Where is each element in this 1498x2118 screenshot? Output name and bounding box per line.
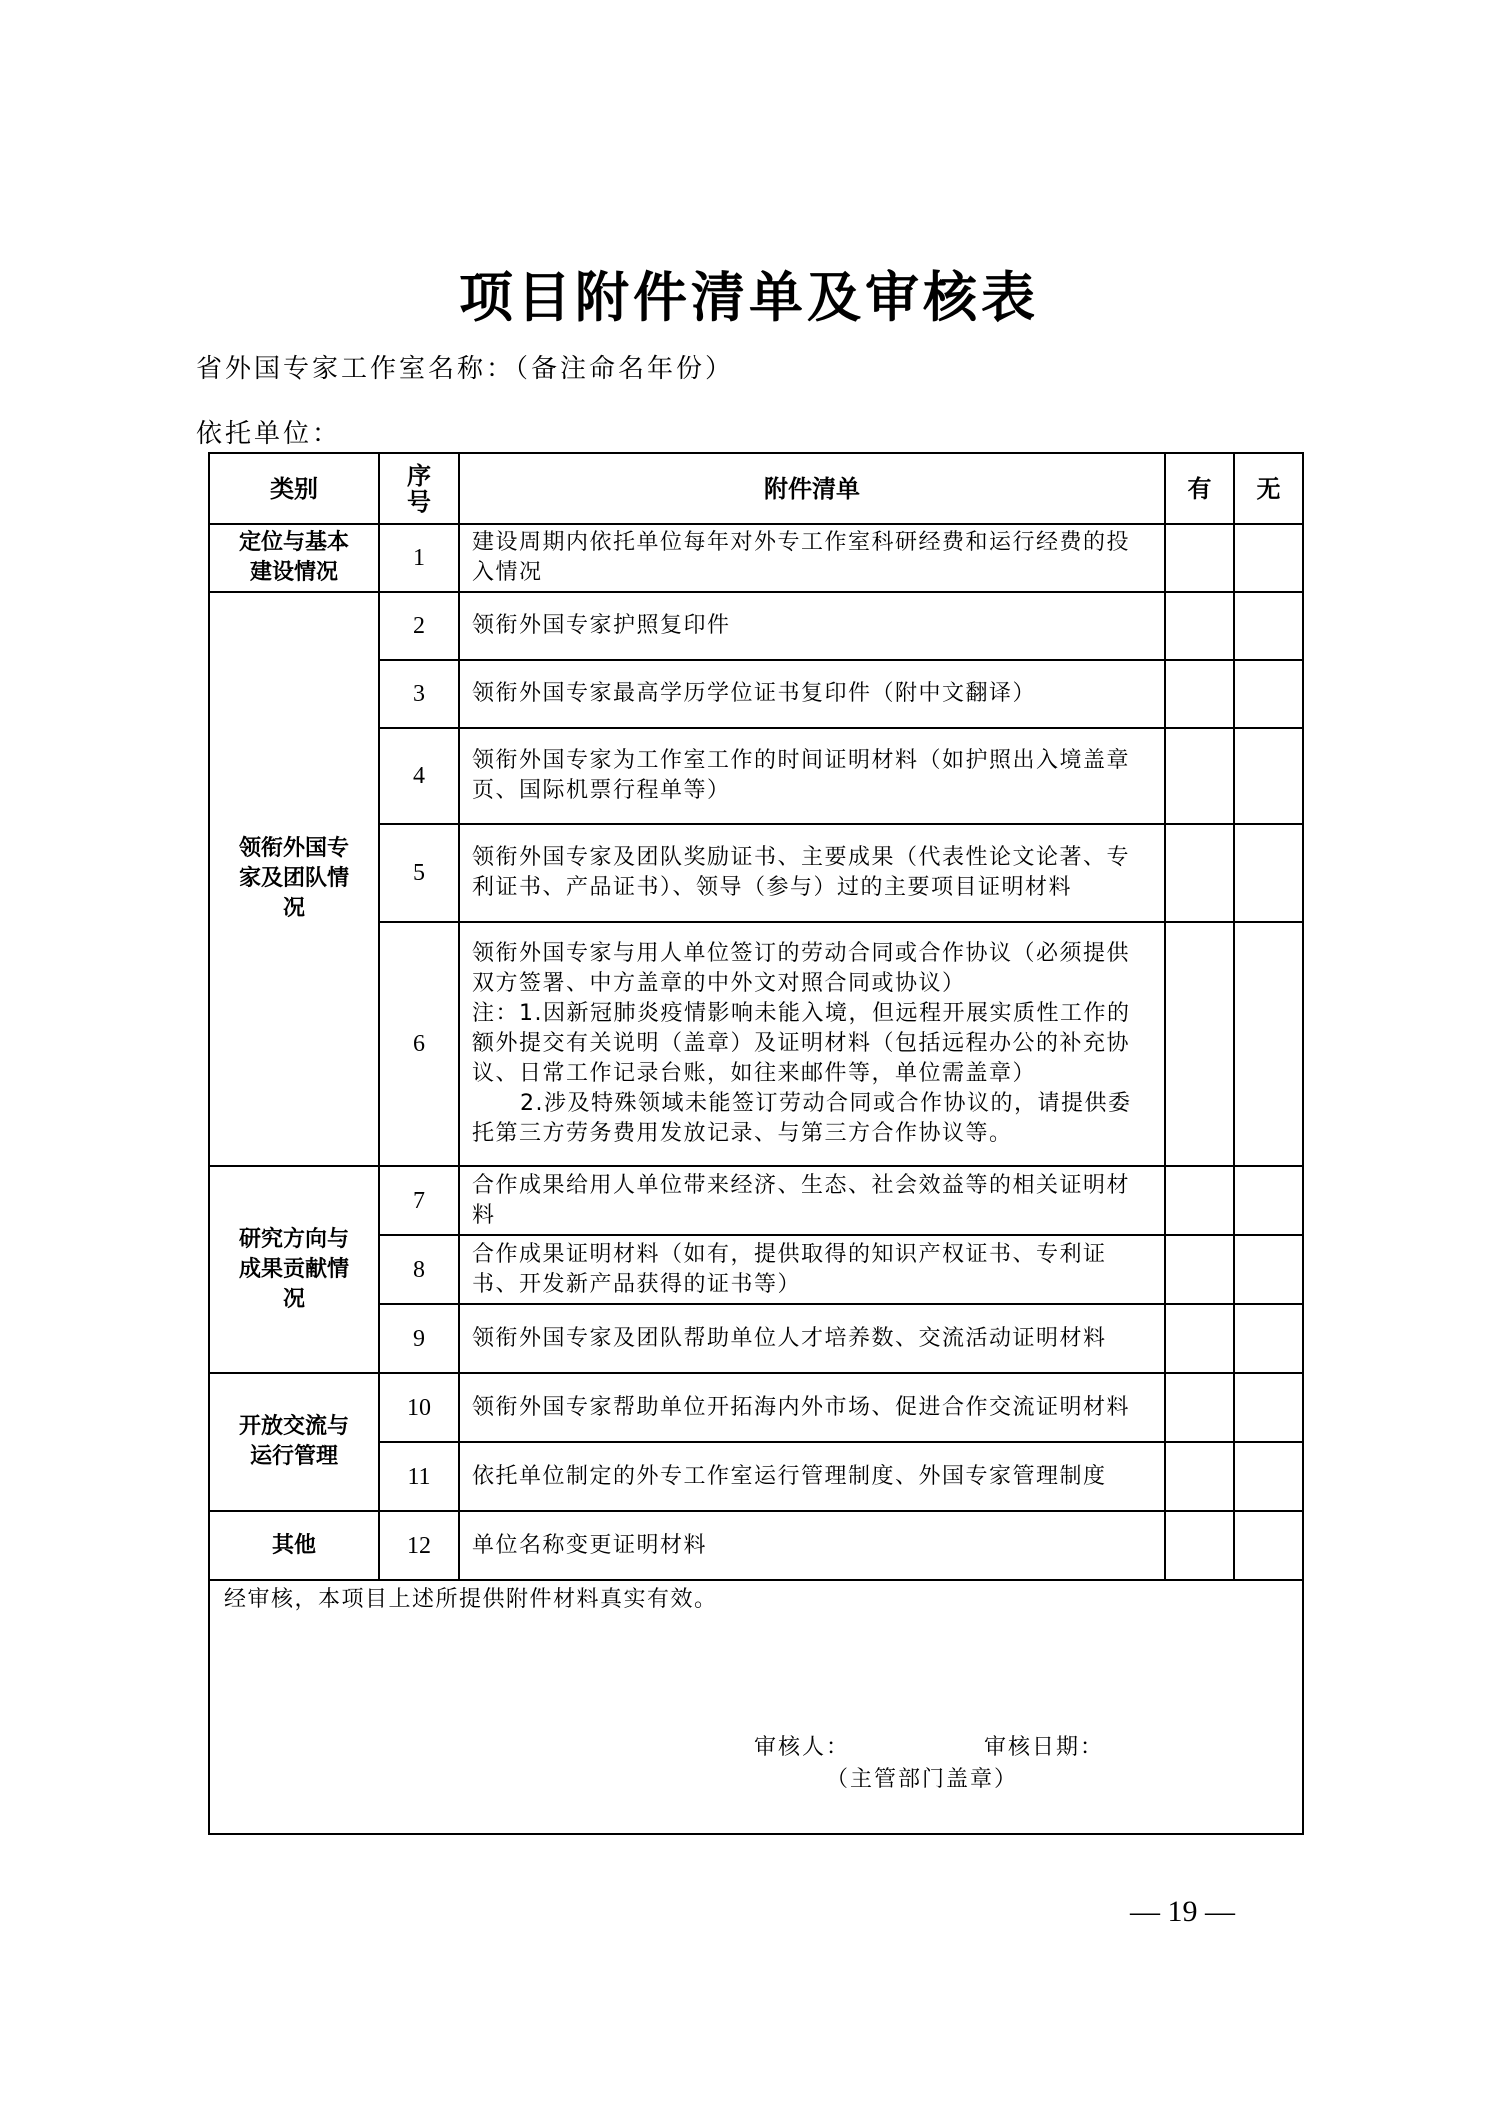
row-number: 2: [379, 592, 459, 660]
checkbox-no[interactable]: [1234, 660, 1303, 728]
review-row: [209, 1580, 1303, 1834]
row-text: 领衔外国专家及团队帮助单位人才培养数、交流活动证明材料: [459, 1304, 1165, 1373]
row-text: [459, 922, 1165, 1166]
checkbox-yes[interactable]: [1165, 592, 1234, 660]
table-row: [209, 1373, 1303, 1442]
row-text: 领衔外国专家护照复印件: [459, 592, 1165, 660]
category-expert-team-text: 领衔外国专家及团队情况: [238, 836, 349, 921]
row-number: 12: [379, 1511, 459, 1580]
table-row: [209, 524, 1303, 592]
studio-name-label: 省外国专家工作室名称：（备注命名年份）: [196, 354, 735, 384]
category-exchange-text: 开放交流与运行管理: [238, 1414, 349, 1469]
checkbox-no[interactable]: [1234, 728, 1303, 824]
table-row: [209, 592, 1303, 660]
row-text: 领衔外国专家最高学历学位证书复印件（附中文翻译）: [459, 660, 1165, 728]
page-title: 项目附件清单及审核表: [459, 265, 1039, 329]
header-no: 无: [1234, 453, 1303, 524]
checkbox-yes[interactable]: [1165, 728, 1234, 824]
checkbox-yes[interactable]: [1165, 524, 1234, 592]
checkbox-no[interactable]: [1234, 922, 1303, 1166]
row-text: 领衔外国专家为工作室工作的时间证明材料（如护照出入境盖章页、国际机票行程单等）: [459, 728, 1165, 824]
table-header-row: [209, 453, 1303, 524]
row-number: 4: [379, 728, 459, 824]
review-cell: [209, 1580, 1303, 1834]
row-6-note-2: 2.涉及特殊领域未能签订劳动合同或合作协议的，请提供委托第三方劳务费用发放记录、与第三方合作协议等。: [472, 1091, 1132, 1146]
header-category: 类别: [209, 453, 379, 524]
checkbox-yes[interactable]: [1165, 1304, 1234, 1373]
checkbox-yes[interactable]: [1165, 1511, 1234, 1580]
row-text: 领衔外国专家帮助单位开拓海内外市场、促进合作交流证明材料: [459, 1373, 1165, 1442]
row-text: 建设周期内依托单位每年对外专工作室科研经费和运行经费的投入情况: [459, 524, 1165, 592]
review-statement: 经审核，本项目上述所提供附件材料真实有效。: [224, 1587, 718, 1612]
row-text: 领衔外国专家及团队奖励证书、主要成果（代表性论文论著、专利证书、产品证书）、领导（参与）过的主要项目证明材料: [459, 824, 1165, 922]
page-number: — 19 —: [1130, 1895, 1235, 1928]
checkbox-no[interactable]: [1234, 1511, 1303, 1580]
row-number: 1: [379, 524, 459, 592]
checkbox-no[interactable]: [1234, 592, 1303, 660]
checkbox-yes[interactable]: [1165, 1235, 1234, 1304]
checkbox-no[interactable]: [1234, 824, 1303, 922]
row-number: 5: [379, 824, 459, 922]
seal-note: （主管部门盖章）: [826, 1767, 1019, 1792]
checkbox-no[interactable]: [1234, 524, 1303, 592]
row-number: 8: [379, 1235, 459, 1304]
checkbox-yes[interactable]: [1165, 824, 1234, 922]
row-6-note-1: 注：1.因新冠肺炎疫情影响未能入境，但远程开展实质性工作的额外提交有关说明（盖章）及证明材料（包括远程办公的补充协议、日常工作记录台账，如往来邮件等，单位需盖章）: [472, 1001, 1131, 1086]
host-unit-label: 依托单位：: [196, 419, 342, 449]
header-number: [379, 453, 459, 524]
review-signature-line: [754, 1733, 1104, 1763]
checkbox-no[interactable]: [1234, 1442, 1303, 1511]
attachment-table: [208, 452, 1304, 1835]
category-exchange: [209, 1373, 379, 1511]
table-row: [209, 1166, 1303, 1235]
review-date-label: 审核日期：: [984, 1735, 1105, 1760]
category-research-text: 研究方向与成果贡献情况: [238, 1226, 349, 1312]
reviewer-label: 审核人：: [754, 1735, 851, 1760]
checkbox-yes[interactable]: [1165, 922, 1234, 1166]
category-other: 其他: [209, 1511, 379, 1580]
table-row: [209, 1511, 1303, 1580]
row-number: 7: [379, 1166, 459, 1235]
row-6-main-text: 领衔外国专家与用人单位签订的劳动合同或合作协议（必须提供双方签署、中方盖章的中外文对照合同或协议）: [472, 941, 1131, 996]
checkbox-no[interactable]: [1234, 1166, 1303, 1235]
row-text: 合作成果给用人单位带来经济、生态、社会效益等的相关证明材料: [459, 1166, 1165, 1235]
header-list: 附件清单: [459, 453, 1165, 524]
row-number: 11: [379, 1442, 459, 1511]
checkbox-yes[interactable]: [1165, 1373, 1234, 1442]
category-positioning-text: 定位与基本建设情况: [238, 530, 349, 585]
checkbox-yes[interactable]: [1165, 1442, 1234, 1511]
checkbox-yes[interactable]: [1165, 1166, 1234, 1235]
checkbox-no[interactable]: [1234, 1235, 1303, 1304]
category-positioning: [209, 524, 379, 592]
checkbox-yes[interactable]: [1165, 660, 1234, 728]
category-research: [209, 1166, 379, 1373]
row-text: 单位名称变更证明材料: [459, 1511, 1165, 1580]
row-text: 依托单位制定的外专工作室运行管理制度、外国专家管理制度: [459, 1442, 1165, 1511]
row-number: 3: [379, 660, 459, 728]
checkbox-no[interactable]: [1234, 1304, 1303, 1373]
row-text: 合作成果证明材料（如有，提供取得的知识产权证书、专利证书、开发新产品获得的证书等）: [459, 1235, 1165, 1304]
header-yes: 有: [1165, 453, 1234, 524]
row-number: 9: [379, 1304, 459, 1373]
checkbox-no[interactable]: [1234, 1373, 1303, 1442]
row-number: 10: [379, 1373, 459, 1442]
category-expert-team: [209, 592, 379, 1166]
row-number: 6: [379, 922, 459, 1166]
header-number-text: 序号: [407, 461, 431, 516]
